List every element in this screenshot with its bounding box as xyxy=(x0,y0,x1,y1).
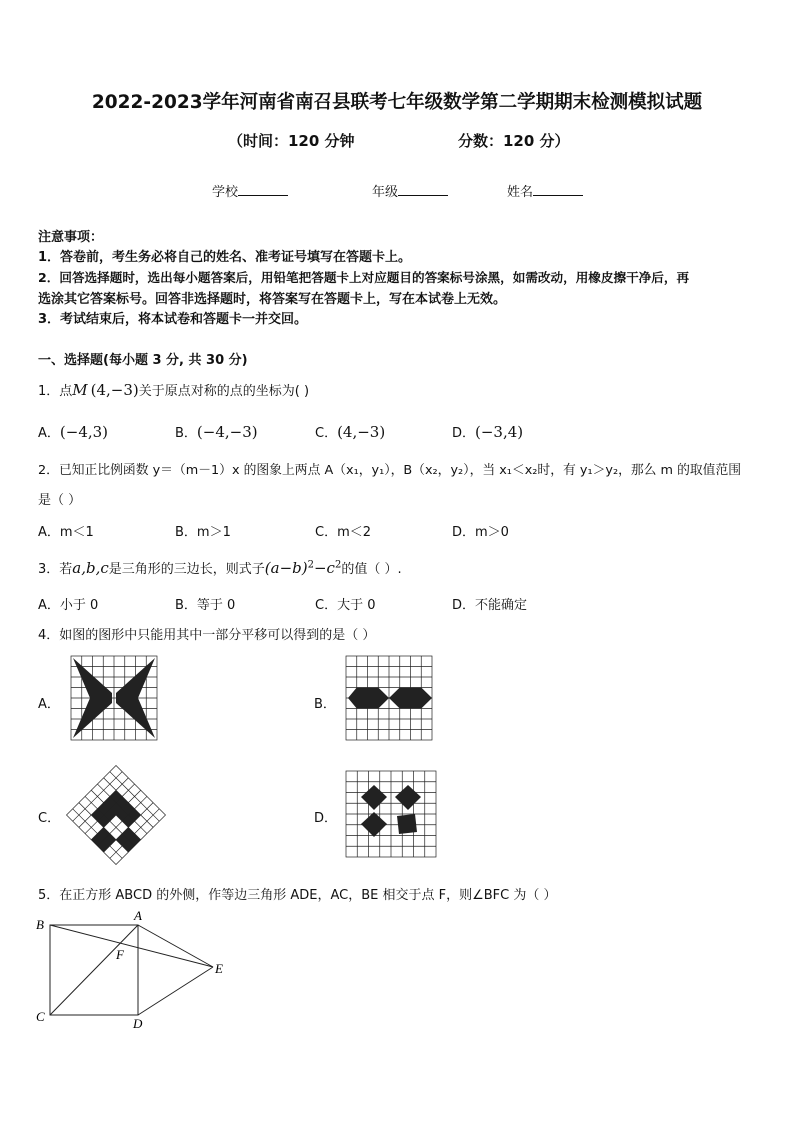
q3-option-d[interactable]: D．不能确定 xyxy=(452,598,528,613)
option-letter: A． xyxy=(38,426,60,441)
q3-pre: 3．若 xyxy=(38,562,73,577)
option-value: (4,−3) xyxy=(337,423,386,441)
section-heading: 一、选择题(每小题 3 分, 共 30 分) xyxy=(38,353,248,368)
q3-abc: a,b,c xyxy=(72,559,109,577)
option-value: (−4,−3) xyxy=(196,423,258,441)
grade-label: 年级 xyxy=(372,185,399,200)
point-a-label: A xyxy=(134,908,142,923)
q1-point: M xyxy=(72,381,88,399)
school-field xyxy=(212,181,288,200)
q2-option-a[interactable]: A．m＜1 xyxy=(38,525,94,540)
note-3: 3．考试结束后，将本试卷和答题卡一并交回。 xyxy=(38,312,308,327)
q1-option-c[interactable] xyxy=(315,422,385,441)
q1-post: 关于原点对称的点的坐标为( ) xyxy=(138,384,310,399)
name-blank[interactable] xyxy=(533,183,583,196)
q3-post: 的值（ ）. xyxy=(341,562,402,577)
option-letter: C． xyxy=(315,426,338,441)
exam-title: 2022-2023学年河南省南召县联考七年级数学第二学期期末检测模拟试题 xyxy=(91,92,703,113)
q2-stem-line2: 是（ ） xyxy=(38,493,82,508)
q2-stem-line1: 2．已知正比例函数 y＝（m－1）x 的图象上两点 A（x₁，y₁），B（x₂，y₂），当 x₁＜x₂时，有 y₁＞y₂，那么 m 的取值范围 xyxy=(38,463,742,478)
notes-heading: 注意事项： xyxy=(38,230,104,245)
q3-mid: 是三角形的三边长，则式子 xyxy=(108,562,265,577)
q3-exp1: 2 xyxy=(307,559,314,571)
q3-stem xyxy=(38,558,402,577)
q3-option-c[interactable]: C．大于 0 xyxy=(315,598,376,613)
name-label: 姓名 xyxy=(507,185,534,200)
point-f-label: F xyxy=(116,947,124,962)
q1-pre: 1．点 xyxy=(38,384,73,399)
q4-option-c-label[interactable]: C． xyxy=(38,811,61,826)
exam-time: （时间：120 分钟 xyxy=(228,132,355,150)
q4-stem: 4．如图的图形中只能用其中一部分平移可以得到的是（ ） xyxy=(38,628,376,643)
point-c-label: C xyxy=(36,1009,45,1024)
note-1: 1．答卷前，考生务必将自己的姓名、准考证号填写在答题卡上。 xyxy=(38,250,412,265)
q3-minus: −c xyxy=(313,559,335,577)
option-letter: B． xyxy=(175,426,197,441)
q2-option-b[interactable]: B．m＞1 xyxy=(175,525,231,540)
exam-score: 分数：120 分） xyxy=(458,132,570,150)
note-2b: 选涂其它答案标号。回答非选择题时，将答案写在答题卡上，写在本试卷上无效。 xyxy=(38,292,507,307)
q1-coord: (4,−3) xyxy=(90,381,139,399)
school-label: 学校 xyxy=(212,185,239,200)
q5-geometry-figure[interactable] xyxy=(30,905,230,1035)
q3-option-a[interactable]: A．小于 0 xyxy=(38,598,99,613)
option-value: (−3,4) xyxy=(475,423,524,441)
q1-stem xyxy=(38,380,309,399)
q4-option-a-label[interactable]: A． xyxy=(38,697,60,712)
q4-option-b-label[interactable]: B． xyxy=(314,697,336,712)
q2-option-c[interactable]: C．m＜2 xyxy=(315,525,372,540)
q1-option-b[interactable] xyxy=(175,422,258,441)
q4-figure-c[interactable] xyxy=(66,765,166,865)
option-value: (−4,3) xyxy=(59,423,109,441)
q4-option-d-label[interactable]: D． xyxy=(314,811,338,826)
school-blank[interactable] xyxy=(238,183,288,196)
q3-option-b[interactable]: B．等于 0 xyxy=(175,598,236,613)
q1-option-a[interactable] xyxy=(38,422,108,441)
q1-option-d[interactable] xyxy=(452,422,523,441)
grade-field xyxy=(372,181,448,200)
q2-option-d[interactable]: D．m＞0 xyxy=(452,525,509,540)
q4-figure-a[interactable] xyxy=(70,655,158,741)
grade-blank[interactable] xyxy=(398,183,448,196)
point-e-label: E xyxy=(215,961,223,976)
point-d-label: D xyxy=(133,1016,143,1031)
name-field xyxy=(507,181,583,200)
note-2a: 2．回答选择题时，选出每小题答案后，用铅笔把答题卡上对应题目的答案标号涂黑，如需改动，用橡皮擦干净后，再 xyxy=(38,270,690,285)
q4-figure-b[interactable] xyxy=(345,655,433,741)
option-letter: D． xyxy=(452,426,476,441)
q5-stem: 5．在正方形 ABCD 的外侧，作等边三角形 ADE，AC，BE 相交于点 F，则∠BFC 为（ ） xyxy=(38,888,557,903)
q4-figure-d[interactable] xyxy=(345,770,437,858)
q3-expr: (a−b) xyxy=(264,559,308,577)
q3-exp2: 2 xyxy=(334,559,342,571)
point-b-label: B xyxy=(36,917,44,932)
